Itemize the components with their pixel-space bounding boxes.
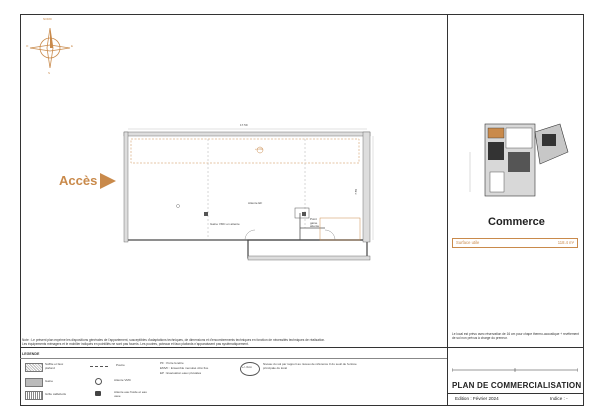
legend-item-vmc: Attente VMC — [114, 378, 132, 382]
legend-swatch-gaine — [25, 378, 43, 387]
gaine-vmc-label: Gaine VMC en attente — [210, 222, 240, 226]
plan-level-marker: +0.00 — [255, 147, 263, 151]
legend-item-grille: Grille caillebotis — [45, 392, 67, 396]
edition-date: Edition : Février 2024 — [455, 396, 499, 401]
right-note: Le local est prévu avec réservation de 16 cm pour chape thermo-acoustique + revêtement de sol non prévus à charge du preneur. — [452, 332, 579, 340]
scale-bar — [452, 361, 578, 369]
legend-separator — [20, 347, 584, 348]
point-gaine-label: Point gaine attente — [310, 217, 320, 229]
legend-item-pf: PF : Porte fenêtre — [160, 361, 184, 365]
plan-title: PLAN DE COMMERCIALISATION — [452, 381, 582, 390]
water-icon — [95, 391, 101, 396]
surface-value: 118.4 m² — [557, 240, 574, 245]
compass-rose-icon — [26, 18, 76, 80]
general-note-2: Les équipements ménagers et le mobilier indiqués en pointillés ne sont pas fournis. Les poutres, poteaux et faux plafonds n'apparaissent pas systématiquement. — [22, 342, 249, 346]
surface-table — [452, 238, 578, 248]
legend-item-gaine: Gaine — [45, 379, 54, 383]
legend-title-line — [20, 358, 447, 359]
compass-rose — [26, 18, 76, 80]
vmc-icon — [95, 378, 102, 385]
attente-label: Attente EF — [248, 201, 263, 205]
plan-dim-top: 17.59 — [240, 123, 248, 127]
surface-label: Surface utile — [456, 240, 480, 245]
lot-name: Commerce — [488, 216, 545, 228]
general-note-1: Note : Le présent plan exprime les dispositions générales de l'appartement, susceptibles d'adaptations techniques, de dimensions et d'encombrements techniques en fonction de nécessités techniques de réalisation. — [22, 338, 326, 342]
legend-swatch-grille — [25, 391, 43, 400]
arrow-right-icon — [100, 173, 116, 194]
compass-north: NORD — [43, 17, 52, 21]
compass-east: E — [71, 44, 74, 48]
legend-item-soffite: Soffite et faux plafond — [45, 362, 64, 370]
plan-dim-right: 7.55 — [354, 188, 359, 195]
legend-item-ep: EP : Evacuation eaux pluviales — [160, 371, 202, 375]
legend-item-eau: Attente eau froide et eau usée — [114, 390, 147, 398]
indice: Indice : - — [550, 396, 568, 401]
compass-west: O — [26, 44, 29, 48]
floor-plan — [120, 123, 380, 268]
edition-line — [447, 393, 584, 394]
legend-item-poutre: Poutre — [116, 363, 125, 367]
legend-swatch-poutre — [90, 366, 108, 367]
legend-item-emvf: EMVF : Ensemble menuisé vitré fixe — [160, 366, 209, 370]
legend-swatch-soffite — [25, 363, 43, 372]
legend-item-niveau: Niveau du sol par rapport au niveau de référence 0 du seuil de l'entrée principale du local — [263, 362, 357, 370]
legend-title: LEGENDE — [22, 352, 40, 356]
access-label: Accès — [59, 173, 98, 188]
compass-south: S — [48, 71, 51, 75]
legend-level-marker: +/- 0cm — [242, 365, 253, 369]
key-plan — [450, 112, 578, 204]
